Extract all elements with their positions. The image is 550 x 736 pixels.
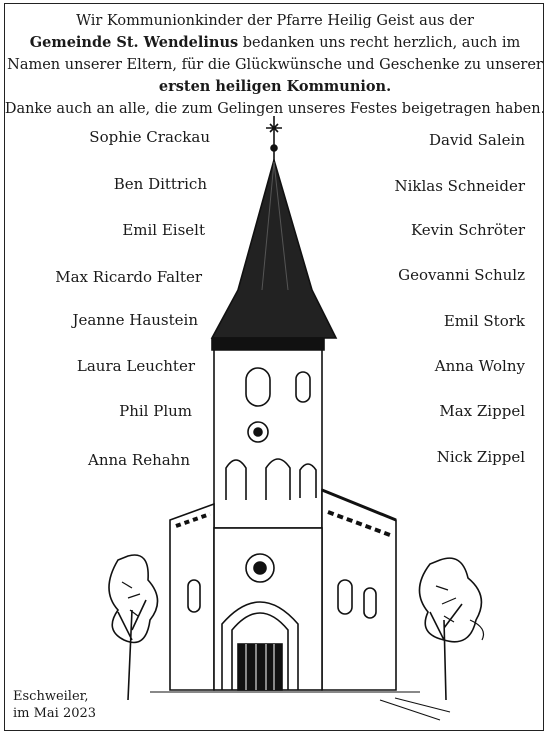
place-date [13, 688, 96, 722]
name-left-8: Anna Rehahn [88, 451, 190, 469]
parish-name: Gemeinde St. Wendelinus [29, 34, 239, 51]
name-left-6: Laura Leuchter [76, 357, 195, 375]
name-right-8: Nick Zippel [436, 448, 525, 466]
intro-line-1: Wir Kommunionkinder der Pfarre Heilig Geist aus der [76, 13, 474, 29]
name-right-1: David Salein [429, 131, 525, 149]
first-communion-heading: ersten heiligen Kommunion. [158, 78, 392, 95]
name-right-2: Niklas Schneider [394, 177, 525, 195]
name-left-7: Phil Plum [119, 402, 192, 420]
name-right-6: Anna Wolny [434, 357, 525, 375]
name-left-3: Emil Eiselt [122, 221, 205, 239]
name-left-5: Jeanne Haustein [72, 311, 198, 329]
intro-line-5: Danke auch an alle, die zum Gelingen unseres Festes beigetragen haben. [4, 101, 546, 117]
name-right-3: Kevin Schröter [411, 221, 525, 239]
name-right-7: Max Zippel [439, 402, 525, 420]
name-right-5: Emil Stork [443, 312, 525, 330]
name-right-4: Geovanni Schulz [398, 266, 525, 284]
intro-line-2-rest: bedanken uns recht herzlich, auch im [238, 35, 521, 51]
name-left-4: Max Ricardo Falter [55, 268, 202, 286]
footer-date: im Mai 2023 [13, 706, 97, 721]
footer-place: Eschweiler, [13, 689, 89, 704]
name-left-2: Ben Dittrich [113, 175, 207, 193]
intro-line-3: Namen unserer Eltern, für die Glückwünsche und Geschenke zu unserer [7, 57, 543, 73]
name-left-1: Sophie Crackau [89, 128, 210, 146]
